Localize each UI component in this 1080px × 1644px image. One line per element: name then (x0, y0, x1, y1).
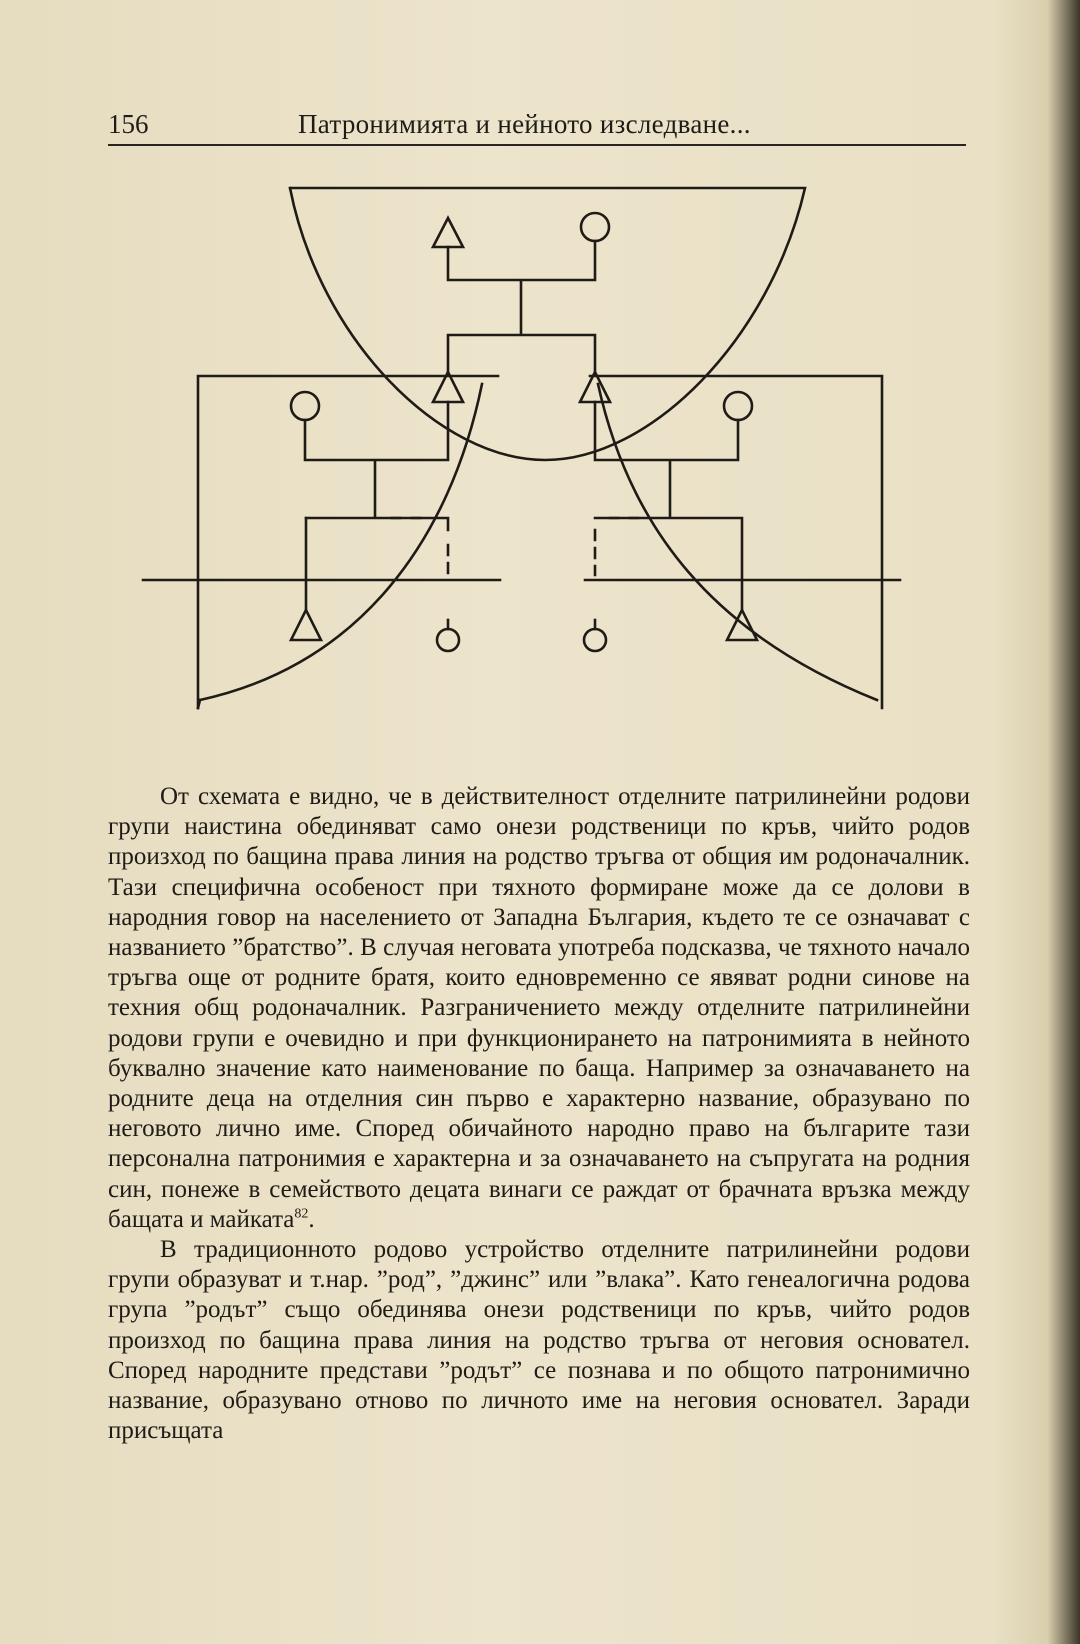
left-couple-link (305, 402, 448, 530)
kinship-diagram (130, 170, 960, 730)
footnote-ref: 82 (294, 1206, 309, 1222)
left-lineage-frame (198, 376, 498, 708)
right-lineage-frame (590, 376, 882, 708)
paragraph-1-text: От схемата е видно, че в действителност отделните патрилинейни родови групи наистина обединяват само онези родственици по кръв, чийто родов произход по бащина права линия на родство тръгва от общия им родоначалник. Тази специфична особеност при тяхното формиране може да се долови в народния говор на населението от Западна България, където те се означават с названието ”братство”. В случая неговата употреба подсказва, че тяхното начало тръгва още от родните братя, които едновременно се явяват родни синове на техния общ родоначалник. Разграничението между отделните патрилинейни родови групи е очевидно и при функционирането на патронимията в нейното буквално значение като наименование по баща. Например за означаването на родните деца на отделния син първо е характерно название, образувано по неговото лично име. Според обичайното народно право на българите тази персонална патронимия е характерна и за означаването на съпругата на родния син, понеже в семейството децата винаги се раждат от брачната връзка между бащата и майката (108, 783, 970, 1233)
running-title: Патронимията и нейното изследване... (298, 109, 751, 139)
left-grandchild-circle-icon (437, 629, 459, 651)
paragraph-1-end: . (308, 1205, 315, 1233)
left-wife-circle-icon (291, 392, 319, 420)
body-text (108, 782, 970, 1446)
top-lineage-bowl (290, 188, 805, 460)
right-grandchild-circle-icon (584, 629, 606, 651)
top-couple-link (448, 241, 595, 372)
paragraph-2: В традиционното родово устройство отделните патрилинейни родови групи образуват и т.нар. ”род”, ”джинс” или ”влака”. Като генеалогична родова група ”родът” също обединява онези родственици по кръв, чийто родов произход по бащина права линия на родство тръгва от неговия основател. Според народните представи ”родът” се познава и по общото патронимично название, образувано отново по личното име на неговия основател. Заради присъщата (108, 1236, 970, 1445)
paragraph-1 (108, 782, 970, 1235)
left-lineage-curve (200, 384, 482, 700)
top-male-triangle-icon (433, 218, 463, 247)
right-wife-circle-icon (724, 392, 752, 420)
page-number: 156 (108, 109, 149, 139)
left-grandson-triangle-icon (291, 610, 321, 640)
page-header (108, 108, 966, 146)
top-female-circle-icon (581, 213, 609, 241)
